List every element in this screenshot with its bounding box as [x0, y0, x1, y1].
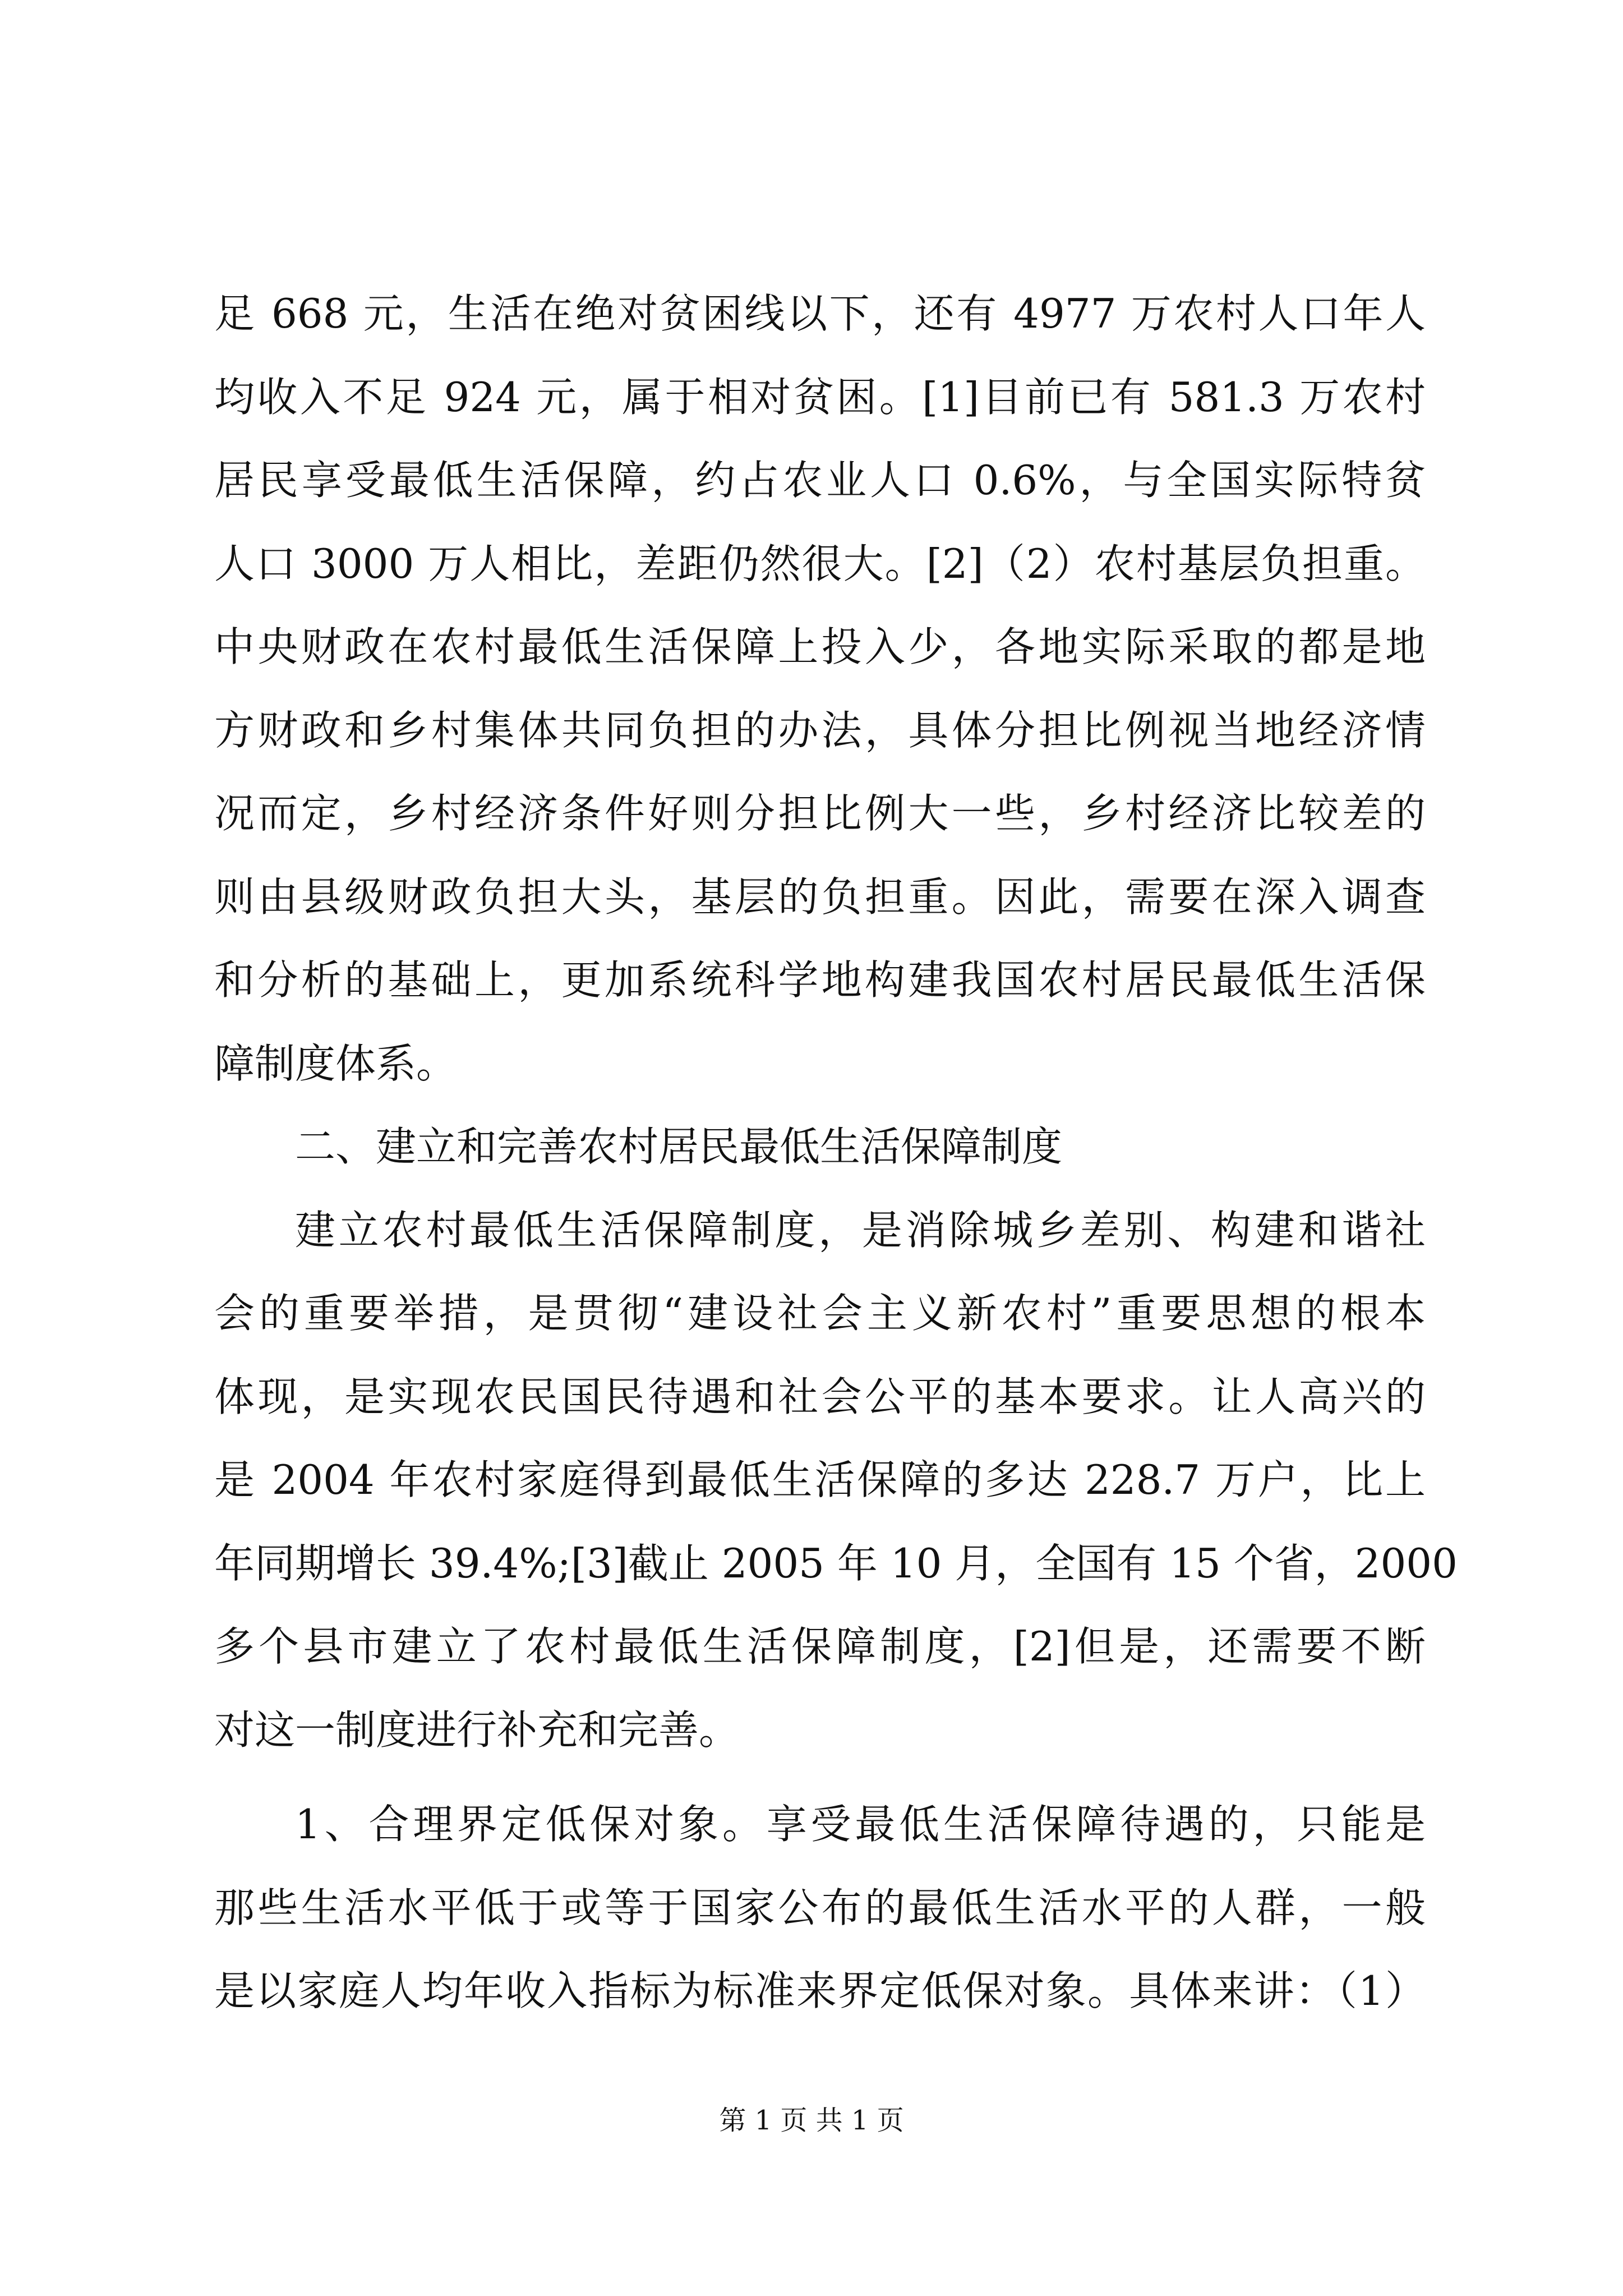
text-line: 对这一制度进行补充和完善。 [214, 1706, 740, 1754]
page-footer: 第 1 页 共 1 页 [719, 2105, 904, 2136]
paragraph [214, 1783, 1426, 2033]
text-line: 建立农村最低生活保障制度，是消除城乡差别、构建和谐社 [295, 1206, 1426, 1254]
text-line: 则由县级财政负担大头，基层的负担重。因此，需要在深入调查 [214, 873, 1426, 921]
text-line: 况而定，乡村经济条件好则分担比例大一些，乡村经济比较差的 [214, 790, 1426, 837]
text-line: 年同期增长 39.4%;[3]截止 2005 年 10 月，全国有 15 个省，2000 [214, 1539, 1458, 1587]
paragraph [214, 1189, 1458, 1772]
text-line: 体现，是实现农民国民待遇和社会公平的基本要求。让人高兴的 [214, 1373, 1426, 1420]
text-line: 人口 3000 万人相比，差距仍然很大。[2]（2）农村基层负担重。 [214, 540, 1426, 587]
document-body [214, 272, 1458, 2033]
text-line: 居民享受最低生活保障，约占农业人口 0.6%，与全国实际特贫 [214, 457, 1426, 504]
text-line: 均收入不足 924 元，属于相对贫困。[1]目前已有 581.3 万农村 [214, 373, 1426, 421]
text-line: 是 2004 年农村家庭得到最低生活保障的多达 228.7 万户，比上 [214, 1456, 1426, 1503]
text-line: 中央财政在农村最低生活保障上投入少，各地实际采取的都是地 [214, 623, 1426, 670]
text-line: 是以家庭人均年收入指标为标准来界定低保对象。具体来讲：（1） [214, 1967, 1426, 2014]
text-line: 足 668 元，生活在绝对贫困线以下，还有 4977 万农村人口年人 [214, 290, 1426, 337]
text-line: 方财政和乡村集体共同负担的办法，具体分担比例视当地经济情 [214, 706, 1426, 754]
paragraph [214, 272, 1426, 1105]
heading-line: 二、建立和完善农村居民最低生活保障制度 [295, 1123, 1063, 1170]
text-line: 1、合理界定低保对象。享受最低生活保障待遇的，只能是 [295, 1801, 1426, 1848]
text-line: 和分析的基础上，更加系统科学地构建我国农村居民最低生活保 [214, 956, 1426, 1004]
text-line: 会的重要举措，是贯彻“建设社会主义新农村”重要思想的根本 [214, 1290, 1426, 1337]
text-line: 多个县市建立了农村最低生活保障制度，[2]但是，还需要不断 [214, 1623, 1426, 1670]
paragraph-spacer [214, 1772, 1426, 1783]
text-line: 障制度体系。 [214, 1039, 457, 1087]
section-heading [214, 1105, 1426, 1189]
text-line: 那些生活水平低于或等于国家公布的最低生活水平的人群，一般 [214, 1884, 1426, 1931]
